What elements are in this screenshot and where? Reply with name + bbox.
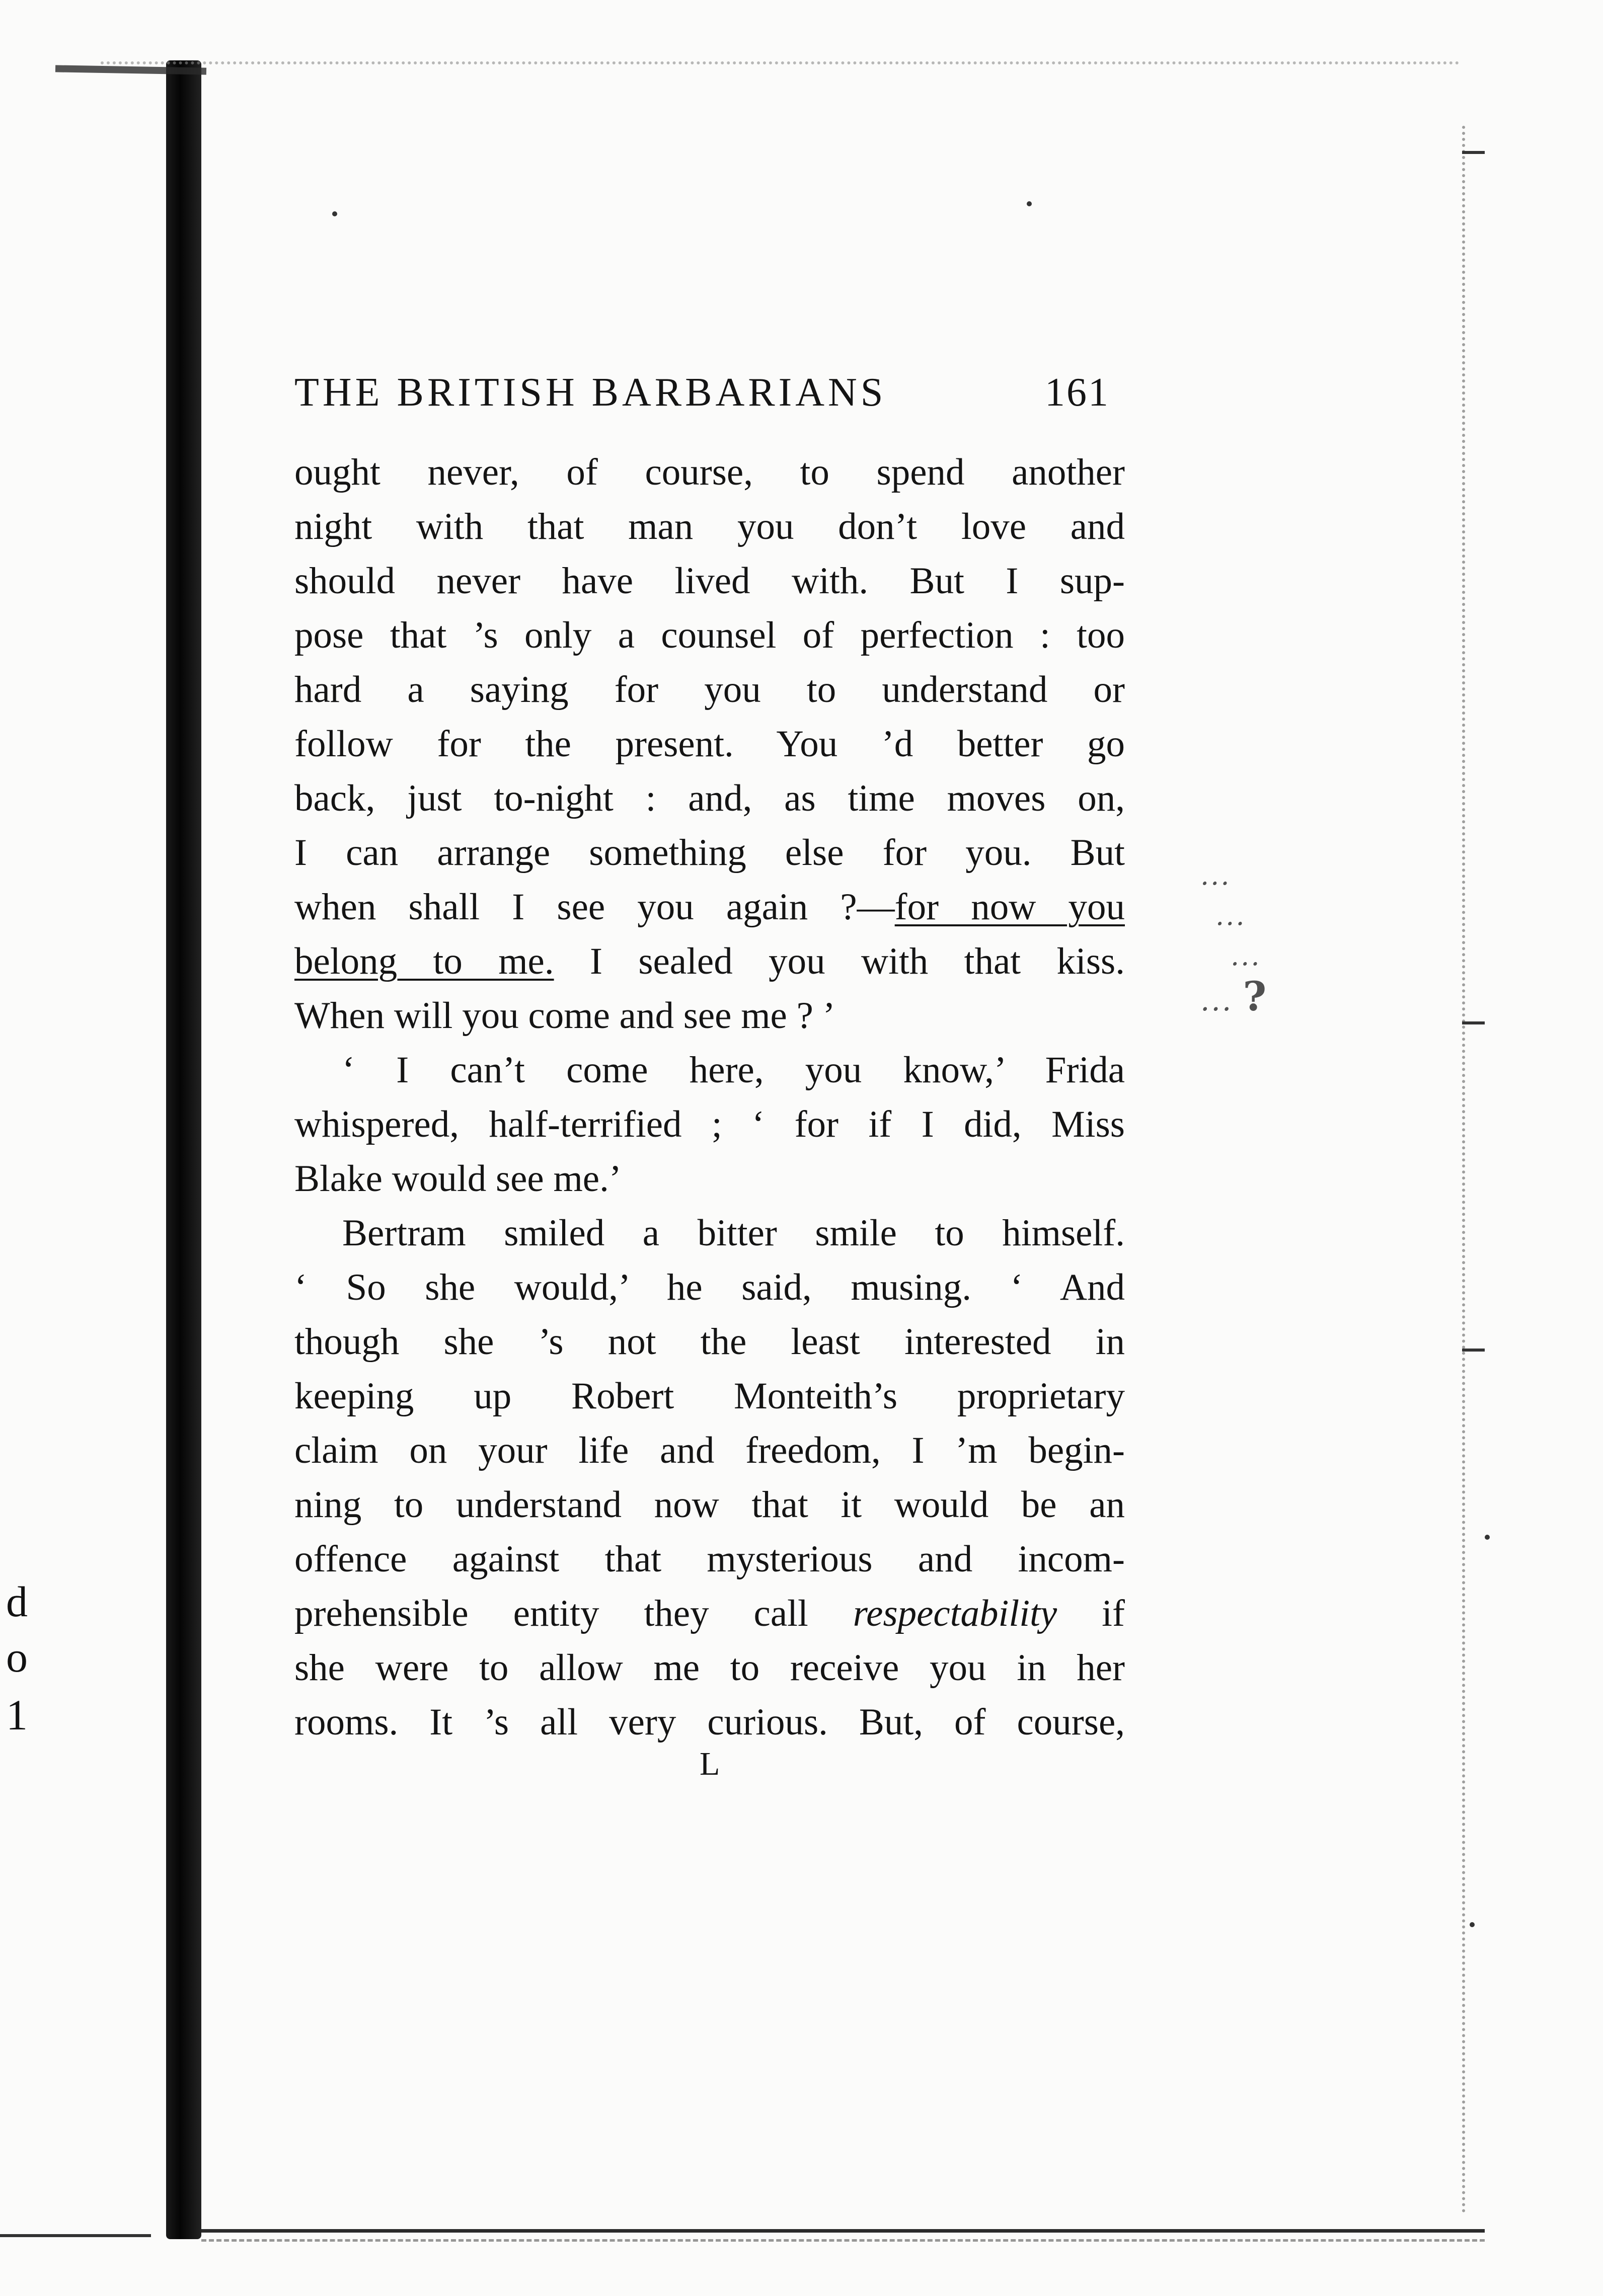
bottom-left-edge — [0, 2234, 151, 2237]
text-line: when shall I see you again ?—for now you — [294, 886, 1125, 928]
text-line: Bertram smiled a bitter smile to himself. — [342, 1212, 1125, 1254]
margin-note-line: ... — [1200, 859, 1231, 891]
running-header-title: THE BRITISH BARBARIANS — [294, 370, 887, 415]
right-edge-tick — [1462, 151, 1485, 154]
text-line: rooms. It ’s all very curious. But, of course, — [294, 1701, 1125, 1743]
text-line: belong to me. I sealed you with that kiss. — [294, 940, 1125, 982]
right-edge-tick — [1462, 1021, 1485, 1024]
text-line: keeping up Robert Monteith’s proprietary — [294, 1375, 1125, 1417]
text-line: though she ’s not the least interested in — [294, 1321, 1125, 1363]
text-line: offence against that mysterious and incom- — [294, 1538, 1125, 1580]
book-spine-shadow — [166, 60, 201, 2239]
signature-mark: L — [700, 1746, 721, 1782]
text-line: ‘ I can’t come here, you know,’ Frida — [342, 1049, 1125, 1091]
text-line: claim on your life and freedom, I ’m begin- — [294, 1430, 1125, 1471]
left-margin-fragment: d — [6, 1577, 28, 1626]
margin-note-line: ... ? — [1200, 973, 1268, 1020]
question-mark: ? — [1243, 973, 1268, 1020]
top-scan-edge — [101, 61, 1460, 64]
scan-speck — [1027, 201, 1032, 206]
margin-note-line: ... — [1215, 900, 1246, 931]
text-line: she were to allow me to receive you in her — [294, 1647, 1125, 1689]
bottom-scan-edge — [201, 2239, 1485, 2242]
text-line: back, just to-night : and, as time moves on, — [294, 777, 1125, 819]
page-number: 161 — [1045, 370, 1110, 415]
scan-speck — [332, 211, 337, 216]
scan-speck — [1470, 1922, 1475, 1927]
text-line: ‘ So she would,’ he said, musing. ‘ And — [294, 1266, 1125, 1308]
text-line: hard a saying for you to understand or — [294, 669, 1125, 710]
body-text — [294, 445, 1125, 1750]
handwritten-margin-note — [1200, 855, 1502, 1020]
text-line: night with that man you don’t love and — [294, 506, 1125, 547]
underlined-phrase: for now you — [894, 886, 1125, 928]
left-margin-fragment: 1 — [6, 1691, 28, 1739]
text-line: ought never, of course, to spend another — [294, 451, 1125, 493]
margin-note-line: ... — [1231, 940, 1261, 972]
left-margin-fragment: o — [6, 1633, 28, 1681]
text-line: Blake would see me.’ — [294, 1158, 622, 1200]
text-line: ning to understand now that it would be an — [294, 1484, 1125, 1526]
running-header — [294, 370, 1110, 415]
scan-speck — [1485, 1535, 1490, 1540]
underlined-phrase: belong to me. — [294, 940, 554, 982]
text-line: I can arrange something else for you. But — [294, 832, 1125, 874]
text-line: prehensible entity they call respectability if — [294, 1593, 1125, 1634]
text-line: whispered, half-terrified ; ‘ for if I did, Miss — [294, 1103, 1125, 1145]
italic-word: respectability — [853, 1593, 1057, 1634]
right-edge-tick — [1462, 1349, 1485, 1352]
bottom-page-edge — [201, 2229, 1485, 2233]
text-line: When will you come and see me ? ’ — [294, 995, 835, 1037]
text-line: follow for the present. You ’d better go — [294, 723, 1125, 765]
text-line: pose that ’s only a counsel of perfection : too — [294, 614, 1125, 656]
text-line: should never have lived with. But I sup- — [294, 560, 1125, 602]
right-page-edge — [1462, 126, 1465, 2214]
